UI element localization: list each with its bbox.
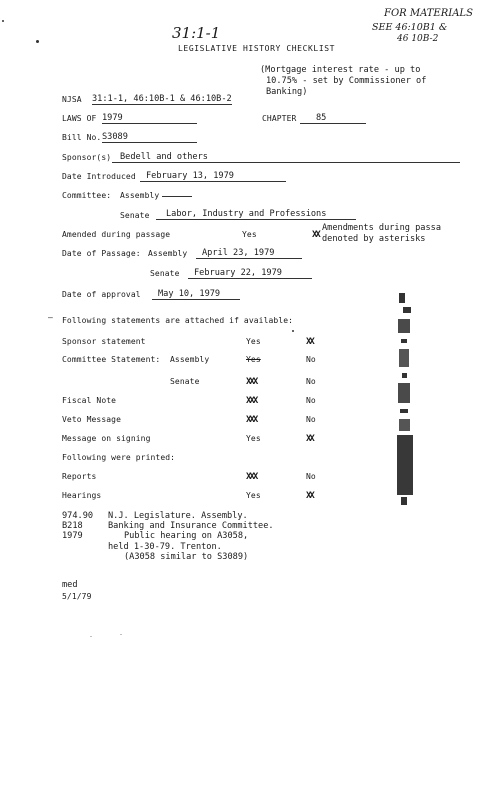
- handwritten-note-line2: SEE 46:10B1 &: [372, 22, 448, 33]
- mortgage-note-line2: 10.75% - set by Commissioner of: [266, 76, 427, 86]
- committee-statement-assembly-yes: Yes: [246, 355, 261, 364]
- committee-statement-label: Committee Statement:: [62, 355, 161, 364]
- date-introduced-value: February 13, 1979: [140, 172, 286, 182]
- footer-initials: med: [62, 580, 78, 590]
- committee-statement-senate-label: Senate: [170, 377, 200, 386]
- committee-statement-senate-yes: XXX: [246, 377, 257, 387]
- amended-label: Amended during passage: [62, 230, 171, 239]
- reports-label: Reports: [62, 472, 97, 481]
- printed-heading: Following were printed:: [62, 453, 176, 462]
- handwritten-note-line1: FOR MATERIALS: [384, 8, 473, 19]
- chapter-label: CHAPTER: [262, 114, 297, 123]
- sponsor-statement-yes: Yes: [246, 337, 261, 346]
- passage-senate-value: February 22, 1979: [188, 269, 312, 279]
- sponsor-statement-label: Sponsor statement: [62, 337, 146, 346]
- passage-assembly-value: April 23, 1979: [196, 249, 302, 259]
- catalog-call-number-1: 974.90: [62, 511, 94, 521]
- dash-mark: –: [48, 313, 53, 322]
- catalog-line-5: (A3058 similar to S3089): [124, 552, 249, 562]
- committee-statement-assembly-no: No: [306, 355, 316, 364]
- page-title: LEGISLATIVE HISTORY CHECKLIST: [178, 44, 336, 53]
- sponsor-statement-no: XX: [306, 337, 313, 347]
- catalog-line-3: Public hearing on A3058,: [124, 531, 249, 541]
- date-introduced-label: Date Introduced: [62, 172, 136, 181]
- reports-yes: XXX: [246, 472, 257, 482]
- passage-assembly-label: Assembly: [148, 249, 188, 258]
- attached-heading: Following statements are attached if available:: [62, 316, 294, 325]
- committee-label: Committee:: [62, 191, 112, 200]
- laws-of-value: 1979: [102, 114, 197, 124]
- date-of-passage-label: Date of Passage:: [62, 249, 141, 258]
- handwritten-statute-number: 31:1-1: [172, 24, 221, 42]
- committee-assembly-value: [162, 196, 192, 197]
- veto-message-no: No: [306, 415, 316, 424]
- fiscal-note-yes: XXX: [246, 396, 257, 406]
- mortgage-note-line1: (Mortgage interest rate - up to: [260, 65, 421, 75]
- committee-statement-senate-no: No: [306, 377, 316, 386]
- veto-message-label: Veto Message: [62, 415, 121, 424]
- catalog-call-number-2: B218: [62, 521, 83, 531]
- hearings-label: Hearings: [62, 491, 102, 500]
- sponsors-value: Bedell and others: [112, 153, 460, 163]
- committee-senate-value: Labor, Industry and Professions: [156, 210, 356, 220]
- committee-senate-label: Senate: [120, 211, 150, 220]
- hearings-no: XX: [306, 491, 313, 501]
- reports-no: No: [306, 472, 316, 481]
- veto-message-yes: XXX: [246, 415, 257, 425]
- bill-no-label: Bill No.: [62, 133, 102, 142]
- vertical-stamp-image: [393, 285, 419, 515]
- chapter-value: 85: [300, 114, 366, 124]
- catalog-line-4: held 1-30-79. Trenton.: [108, 542, 222, 552]
- mortgage-note-line3: Banking): [266, 87, 308, 97]
- committee-assembly-label: Assembly: [120, 191, 160, 200]
- speck: [292, 330, 294, 332]
- passage-senate-label: Senate: [150, 269, 180, 278]
- sponsors-label: Sponsor(s): [62, 153, 112, 162]
- speck: [90, 636, 92, 637]
- speck: [36, 40, 39, 43]
- catalog-line-1: N.J. Legislature. Assembly.: [108, 511, 248, 521]
- speck: [2, 20, 4, 22]
- footer-date: 5/1/79: [62, 592, 92, 601]
- signing-message-yes: Yes: [246, 434, 261, 443]
- catalog-call-number-3: 1979: [62, 531, 83, 541]
- laws-of-label: LAWS OF: [62, 114, 97, 123]
- njsa-label: NJSA: [62, 95, 82, 104]
- handwritten-note-line3: 46 10B-2: [397, 34, 439, 44]
- amended-no-mark: XX: [312, 230, 319, 240]
- amended-note-line1: Amendments during passa: [322, 223, 441, 233]
- amended-note-line2: denoted by asterisks: [322, 234, 426, 244]
- date-of-approval-label: Date of approval: [62, 290, 141, 299]
- fiscal-note-no: No: [306, 396, 316, 405]
- catalog-line-2: Banking and Insurance Committee.: [108, 521, 274, 531]
- njsa-value: 31:1-1, 46:10B-1 & 46:10B-2: [92, 94, 232, 104]
- amended-yes: Yes: [242, 230, 257, 239]
- signing-message-no: XX: [306, 434, 313, 444]
- hearings-yes: Yes: [246, 491, 261, 500]
- speck: [120, 634, 122, 635]
- date-of-approval-value: May 10, 1979: [152, 290, 240, 300]
- bill-no-value: S3089: [102, 133, 197, 143]
- fiscal-note-label: Fiscal Note: [62, 396, 117, 405]
- committee-statement-assembly-label: Assembly: [170, 355, 210, 364]
- signing-message-label: Message on signing: [62, 434, 151, 443]
